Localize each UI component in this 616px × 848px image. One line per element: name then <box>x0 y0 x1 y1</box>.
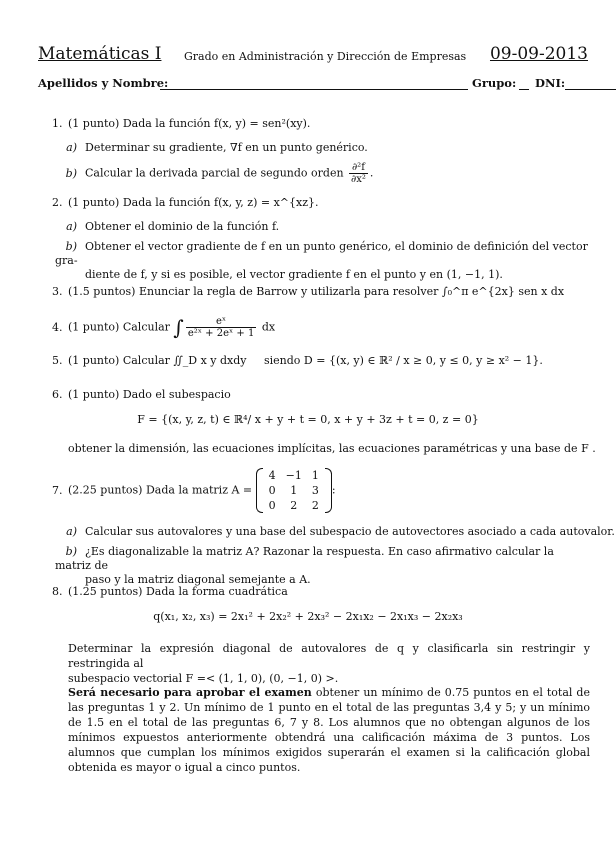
matrix-cell: 1 <box>311 469 319 482</box>
question-2-text: (1 punto) Dada la función f(x, y, z) = x^{xz}. <box>68 196 319 209</box>
question-2: 2. (1 punto) Dada la función f(x, y, z) = x^{xz}. <box>52 196 319 209</box>
integrand-fraction: $\frac{\text{eˣ}}{\text{e²ˣ + 2eˣ + 1}}$ <box>187 316 255 339</box>
matrix-cell: 4 <box>268 469 276 482</box>
question-7b: b) ¿Es diagonalizable la matriz A? Razonar la respuesta. En caso afirmativo calcular la matriz de paso y la matriz diagonal semejante a A. <box>55 545 554 586</box>
matrix-cell: 0 <box>268 484 276 497</box>
question-1-text: (1 punto) Dada la función f(x, y) = sen²(xy). <box>68 117 311 130</box>
dni-field[interactable] <box>565 89 616 90</box>
question-6-instructions: obtener la dimensión, las ecuaciones implícitas, las ecuaciones paramétricas y una base de F . <box>68 442 596 455</box>
question-2b: b) Obtener el vector gradiente de f en un punto genérico, el dominio de definición del vector gra- diente de f, y si es posible, el vector gradiente f en el punto y en (1, −1, 1). <box>55 240 588 281</box>
question-2a: a) Obtener el dominio de la función f. <box>66 220 280 233</box>
partial-derivative-fraction: $\frac{\text{∂²f}}{\text{∂x²}}$ <box>351 162 366 185</box>
exam-date: 09-09-2013 <box>489 44 588 64</box>
matrix-cell: −1 <box>285 469 302 482</box>
question-3: 3. (1.5 puntos) Enunciar la regla de Barrow y utilizarla para resolver ∫₀^π e^{2x} sen x dx <box>52 285 565 298</box>
matrix-cell: 2 <box>311 499 319 512</box>
question-5: 5. (1 punto) Calcular ∬_D x y dxdy siendo D = {(x, y) ∈ ℝ² / x ≥ 0, y ≤ 0, y ≥ x² − 1}. <box>52 354 543 367</box>
matrix-cell: 0 <box>268 499 276 512</box>
student-fields <box>38 76 588 94</box>
name-field[interactable] <box>160 89 468 90</box>
name-label: Apellidos y Nombre: <box>38 76 169 90</box>
question-7a: a) Calcular sus autovalores y una base del subespacio de autovectores asociado a cada autovalor. <box>66 525 615 538</box>
degree-name: Grado en Administración y Dirección de Empresas <box>184 50 467 63</box>
group-field[interactable] <box>519 89 529 90</box>
question-7: 7. (2.25 puntos) Dada la matriz A = 4 −1 1 0 1 3 0 2 2 : <box>52 469 336 512</box>
question-1b: b) Calcular la derivada parcial de segundo orden $\frac{\text{∂²f}}{\text{∂x²}}$ . <box>65 162 374 185</box>
dni-label: DNI: <box>535 76 566 90</box>
question-1: 1. (1 punto) Dada la función f(x, y) = sen²(xy). <box>52 117 311 130</box>
question-6: 6. (1 punto) Dado el subespacio <box>52 388 231 401</box>
question-1a: a) Determinar su gradiente, ∇f en un punto genérico. <box>66 141 368 154</box>
matrix-cell: 1 <box>290 484 298 497</box>
matrix-A <box>256 468 332 513</box>
barrow-integral: ∫₀^π e^{2x} sen x dx <box>441 285 565 298</box>
quadratic-form: q(x₁, x₂, x₃) = 2x₁² + 2x₂² + 2x₃² − 2x₁x₂ − 2x₁x₃ − 2x₂x₃ <box>153 610 463 623</box>
question-4: 4. (1 punto) Calcular ∫ $\frac{\text{eˣ}}{\text{e²ˣ + 2eˣ + 1}}$ dx <box>52 315 276 340</box>
subspace-formula: F = {(x, y, z, t) ∈ ℝ⁴/ x + y + t = 0, x + y + 3z + t = 0, z = 0} <box>137 413 479 426</box>
passing-requirements-bold: Será necesario para aprobar el examen <box>68 686 312 699</box>
question-8: 8. (1.25 puntos) Dada la forma cuadrática <box>52 585 288 598</box>
integration-domain: siendo D = {(x, y) ∈ ℝ² / x ≥ 0, y ≤ 0, y ≥ x² − 1}. <box>264 354 543 367</box>
matrix-cell: 2 <box>290 499 298 512</box>
question-8-instructions: Determinar la expresión diagonal de autovalores de q y clasificarla sin restringir y restringida al subespacio vectorial F =< (1, 1, 0), (0, −1, 0) >. <box>68 642 590 685</box>
header <box>38 44 588 66</box>
subject-title: Matemáticas I <box>38 44 162 64</box>
matrix-cell: 3 <box>311 484 319 497</box>
group-label: Grupo: <box>472 76 517 90</box>
passing-requirements: Será necesario para aprobar el examen obtener un mínimo de 0.75 puntos en el total de las preguntas 1 y 2. Un mínimo de 1 punto en el total de las preguntas 3,4 y 5; y un mínimo de 1.5 en el total de las preguntas 6, 7 y 8. Los alumnos que no obtengan algunos de los mínimos expuestos anteriormente obtendrá una calificación máxima de 3 puntos. Los alumnos que cumplan los mínimos exigidos superarán el examen si la calificación global obtenida es mayor o igual a cinco puntos. <box>68 686 590 774</box>
